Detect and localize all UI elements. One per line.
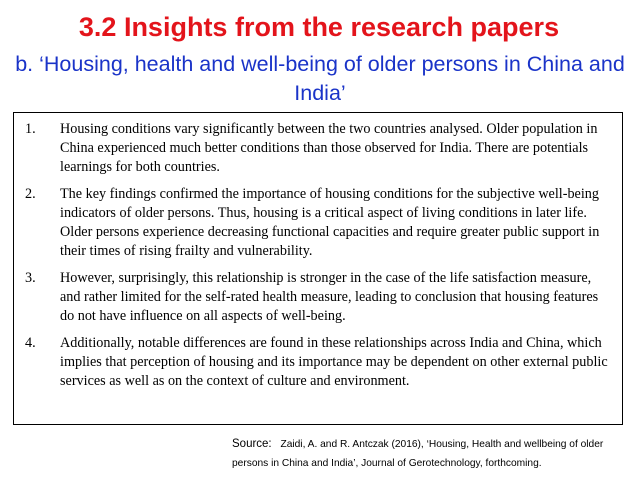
finding-text: Additionally, notable differences are found in these relationships across India and China, which implies that perception of housing and its importance may be dependent on other external public services as well as on the context of culture and environment. (60, 335, 608, 389)
finding-number: 1. (25, 121, 36, 137)
finding-item-4 (14, 334, 612, 391)
finding-number: 4. (25, 335, 36, 351)
source-text: Zaidi, A. and R. Antczak (2016), ‘Housing, Health and wellbeing of older persons in China and India’, Journal of Gerotechnology, forthcoming. (232, 439, 604, 469)
source-label: Source: (232, 438, 272, 450)
finding-item-2 (14, 185, 612, 261)
source-citation (232, 435, 622, 473)
finding-text: Housing conditions vary significantly between the two countries analysed. Older population in China experienced much better conditions than those observed for India. There are potentials learnings for both countries. (60, 121, 598, 175)
finding-text: However, surprisingly, this relationship is stronger in the case of the life satisfaction measure, and rather limited for the self-rated health measure, leading to conclusion that housing features do not have influence on all aspects of well-being. (60, 270, 599, 324)
finding-text: The key findings confirmed the importance of housing conditions for the subjective well-being indicators of older persons. Thus, housing is a critical aspect of living conditions in later life. Older persons experience decreasing functional capacities and require greater public support in their times of rising frailty and vulnerability. (60, 186, 600, 259)
slide-title: 3.2 Insights from the research papers (78, 12, 560, 42)
findings-box (13, 112, 623, 425)
slide-subtitle: b. ‘Housing, health and well-being of older persons in China and India’ (15, 52, 625, 105)
finding-item-3 (14, 269, 612, 326)
finding-item-1 (14, 120, 612, 177)
finding-number: 3. (25, 270, 36, 286)
finding-number: 2. (25, 186, 36, 202)
